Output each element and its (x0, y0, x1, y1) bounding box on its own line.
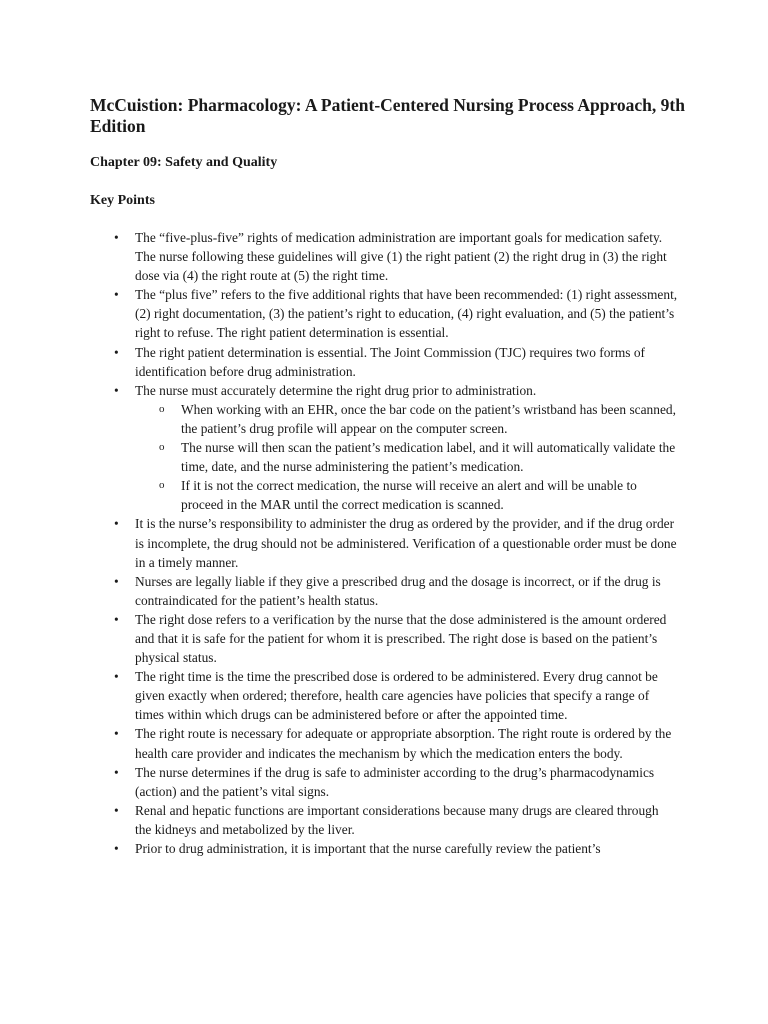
list-item (0, 610, 768, 667)
list-item-text: The right time is the time the prescribed dose is ordered to be administered. Every drug cannot be given exactly when ordered; therefore, health care agencies have policies that specify a range of times within which drugs can be administered before or after the appointed time. (135, 669, 658, 723)
sub-list-item-text: If it is not the correct medication, the nurse will receive an alert and will be unable to proceed in the MAR until the correct medication is scanned. (181, 478, 637, 513)
list-item (0, 228, 768, 285)
list-item-text: The right patient determination is essential. The Joint Commission (TJC) requires two forms of identification before drug administration. (135, 344, 646, 379)
list-item (0, 381, 768, 515)
chapter-heading: Chapter 09: Safety and Quality (90, 155, 278, 170)
bullet-icon: • (114, 516, 119, 532)
bullet-icon: • (114, 802, 119, 818)
list-item-text: Prior to drug administration, it is important that the nurse carefully review the patient’s (135, 841, 601, 856)
list-item (0, 667, 768, 724)
list-item-text: The “five-plus-five” rights of medication administration are important goals for medication safety. The nurse following these guidelines will give (1) the right patient (2) the right drug in (3) the right dose via (4) the right route at (5) the right time. (135, 230, 667, 284)
list-item (0, 801, 768, 839)
document-title: McCuistion: Pharmacology: A Patient-Centered Nursing Process Approach, 9th Edition (90, 95, 685, 136)
sub-bullet-icon: o (159, 441, 165, 454)
bullet-icon: • (114, 230, 119, 245)
list-item (0, 572, 768, 610)
list-item-text: The right dose refers to a verification by the nurse that the dose administered is the amount ordered and that it is safe for the patient for whom it is prescribed. The right dose is based on the patient’s physical status. (135, 611, 667, 666)
bullet-icon: • (114, 669, 119, 685)
bullet-icon: • (114, 344, 119, 360)
bullet-icon: • (114, 573, 119, 589)
list-item (0, 514, 768, 571)
key-points-list (0, 228, 768, 858)
sub-bullet-icon: o (159, 479, 165, 492)
sub-list-item-text: The nurse will then scan the patient’s medication label, and it will automatically validate the time, date, and the nurse administering the patient’s medication. (181, 440, 676, 475)
bullet-icon: • (114, 287, 119, 303)
bullet-icon: • (114, 841, 119, 856)
list-item-text: The nurse determines if the drug is safe to administer according to the drug’s pharmacodynamics (action) and the patient’s vital signs. (135, 764, 655, 799)
sub-list-item (135, 400, 678, 438)
bullet-icon: • (114, 611, 119, 627)
list-item (0, 839, 768, 858)
list-item (0, 763, 768, 801)
key-points-heading: Key Points (90, 193, 155, 208)
list-item-text: The right route is necessary for adequate or appropriate absorption. The right route is ordered by the health care provider and indicates the mechanism by which the medication enters the body. (135, 726, 672, 761)
list-item-text: It is the nurse’s responsibility to administer the drug as ordered by the provider, and if the drug order is incomplete, the drug should not be administered. Verification of a questionable order must be done in a timely manner. (135, 516, 677, 570)
sub-list-item (135, 476, 678, 514)
bullet-icon: • (114, 764, 119, 780)
list-item (0, 343, 768, 381)
list-item-text: Nurses are legally liable if they give a prescribed drug and the dosage is incorrect, or if the drug is contraindicated for the patient’s health status. (135, 573, 661, 608)
list-item (0, 285, 768, 342)
sub-list-item (135, 438, 678, 476)
list-item-text: The nurse must accurately determine the right drug prior to administration. (135, 382, 537, 398)
list-item (0, 724, 768, 762)
right-drug-sublist (135, 400, 678, 515)
sub-list-item-text: When working with an EHR, once the bar code on the patient’s wristband has been scanned, the patient’s drug profile will appear on the computer screen. (181, 401, 676, 436)
sub-bullet-icon: o (159, 402, 165, 415)
list-item-text: Renal and hepatic functions are important considerations because many drugs are cleared through the kidneys and metabolized by the liver. (135, 802, 659, 837)
bullet-icon: • (114, 382, 119, 398)
bullet-icon: • (114, 726, 119, 742)
list-item-text: The “plus five” refers to the five additional rights that have been recommended: (1) right assessment, (2) right documentation, (3) the patient’s right to education, (4) right evaluation, and (5) the patient’s right to refuse. The right patient determination is essential. (135, 287, 678, 341)
